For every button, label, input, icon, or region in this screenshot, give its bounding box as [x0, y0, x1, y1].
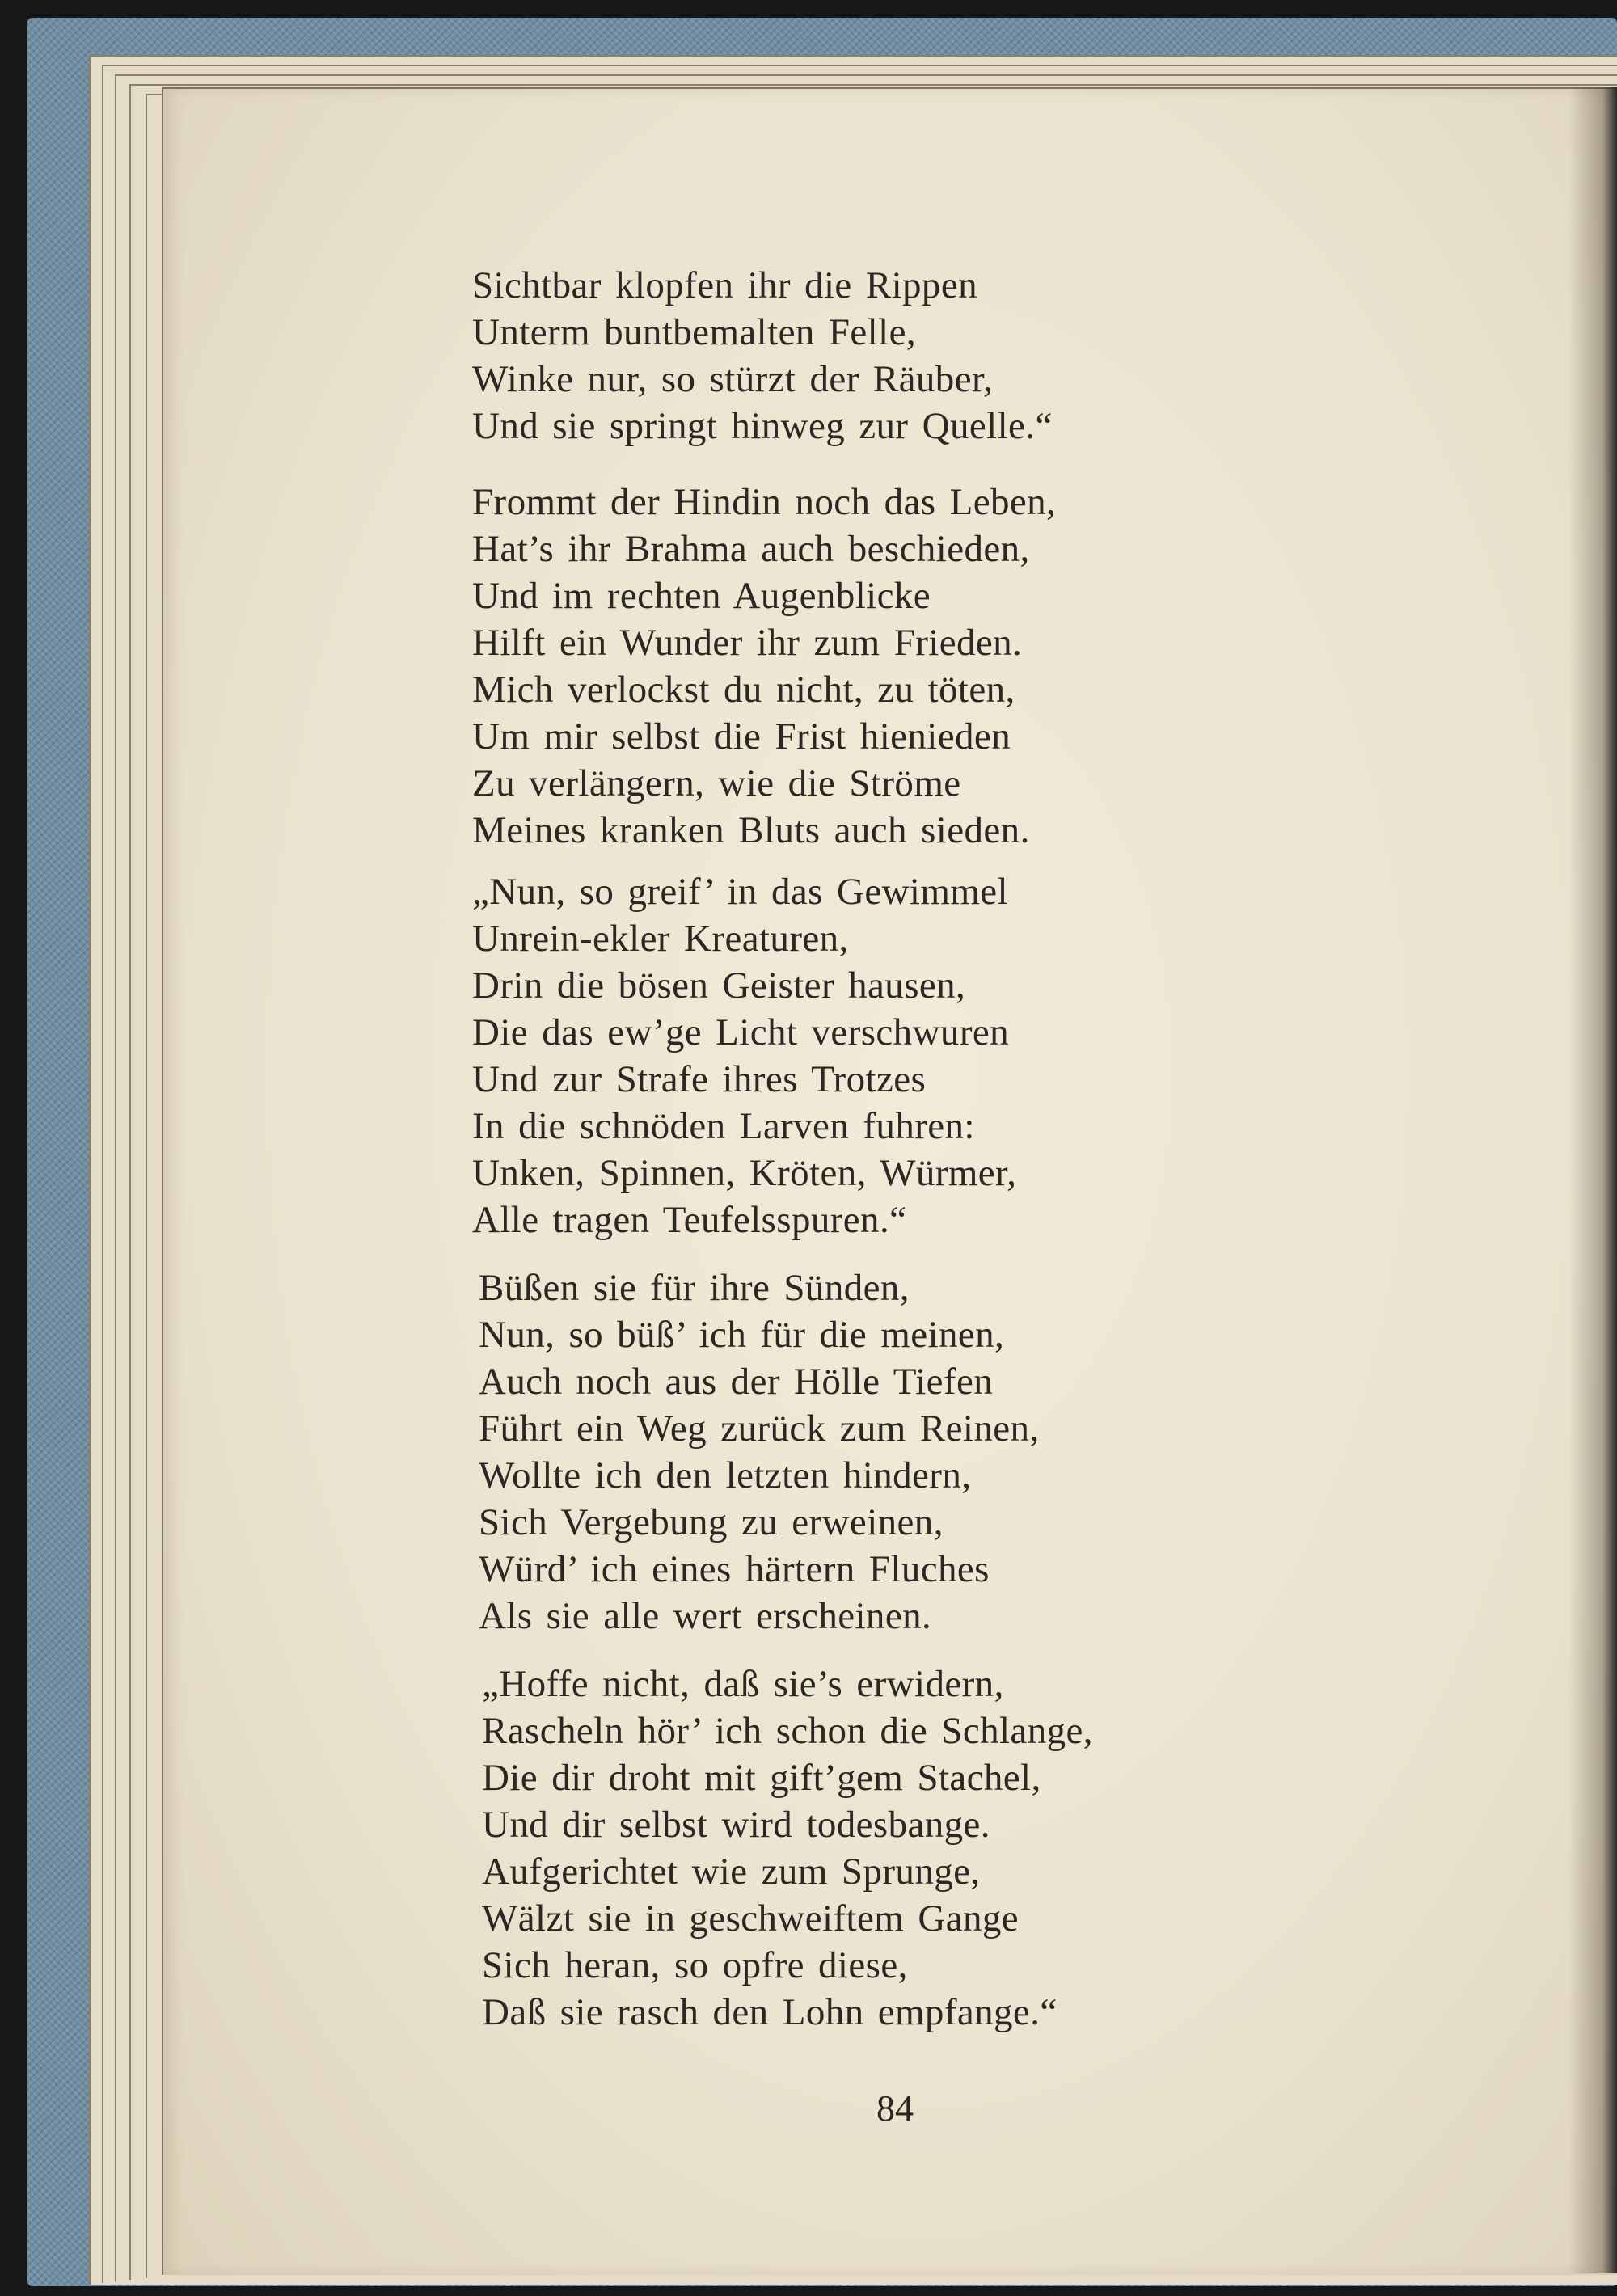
verse-line: „Hoffe nicht, daß sie’s erwidern, [482, 1663, 1004, 1705]
verse-line: Sich Vergebung zu erweinen, [479, 1501, 944, 1543]
verse-line: Unterm buntbemalten Felle, [472, 311, 917, 353]
verse-line: Hat’s ihr Brahma auch beschieden, [472, 528, 1030, 570]
verse-line: Mich verlockst du nicht, zu töten, [472, 669, 1015, 711]
verse-line: Unken, Spinnen, Kröten, Würmer, [472, 1152, 1017, 1194]
verse-line: Um mir selbst die Frist hienieden [472, 715, 1011, 758]
verse-line: Und zur Strafe ihres Trotzes [472, 1058, 927, 1100]
verse-line: Meines kranken Bluts auch sieden. [472, 809, 1030, 851]
verse-line: Und sie springt hinweg zur Quelle.“ [472, 405, 1053, 447]
verse-line: Aufgerichtet wie zum Sprunge, [482, 1851, 981, 1893]
verse-line: Alle tragen Teufelsspuren.“ [472, 1199, 907, 1241]
verse-line: Frommt der Hindin noch das Leben, [472, 481, 1057, 523]
verse-line: Als sie alle wert erscheinen. [479, 1595, 932, 1637]
stanza [472, 479, 1483, 854]
book-gutter-shadow [1568, 87, 1617, 2273]
verse-line: Die dir droht mit gift’gem Stachel, [482, 1757, 1041, 1799]
verse-line: Daß sie rasch den Lohn empfange.“ [482, 1991, 1058, 2033]
stanza [479, 1264, 1489, 1640]
verse-line: Und dir selbst wird todesbange. [482, 1804, 990, 1846]
verse-line: Rascheln hör’ ich schon die Schlange, [482, 1710, 1093, 1752]
verse-line: Unrein-ekler Kreaturen, [472, 918, 849, 960]
verse-line: Auch noch aus der Hölle Tiefen [479, 1361, 994, 1403]
stanza [472, 262, 1483, 449]
stanza [482, 1661, 1492, 2036]
verse-line: Drin die bösen Geister hausen, [472, 964, 966, 1007]
poem-text [163, 89, 1617, 2275]
verse-line: Wollte ich den letzten hindern, [479, 1454, 972, 1496]
verse-line: Nun, so büß’ ich für die meinen, [479, 1314, 1005, 1356]
verse-line: „Nun, so greif’ in das Gewimmel [472, 871, 1009, 913]
verse-line: Hilft ein Wunder ihr zum Frieden. [472, 622, 1023, 664]
stanza [472, 868, 1483, 1243]
verse-line: Zu verlängern, wie die Ströme [472, 762, 961, 804]
verse-line: Die das ew’ge Licht verschwuren [472, 1011, 1010, 1053]
book-page [162, 87, 1617, 2275]
verse-line: In die schnöden Larven fuhren: [472, 1105, 975, 1147]
verse-line: Wälzt sie in geschweiftem Gange [482, 1897, 1020, 1939]
page-number: 84 [876, 2087, 914, 2129]
verse-line: Büßen sie für ihre Sünden, [479, 1267, 910, 1309]
verse-line: Würd’ ich eines härtern Fluches [479, 1548, 990, 1590]
verse-line: Sich heran, so opfre diese, [482, 1944, 908, 1986]
verse-line: Winke nur, so stürzt der Räuber, [472, 358, 994, 400]
verse-line: Und im rechten Augenblicke [472, 575, 931, 617]
verse-line: Führt ein Weg zurück zum Reinen, [479, 1408, 1040, 1450]
verse-line: Sichtbar klopfen ihr die Rippen [472, 264, 977, 306]
